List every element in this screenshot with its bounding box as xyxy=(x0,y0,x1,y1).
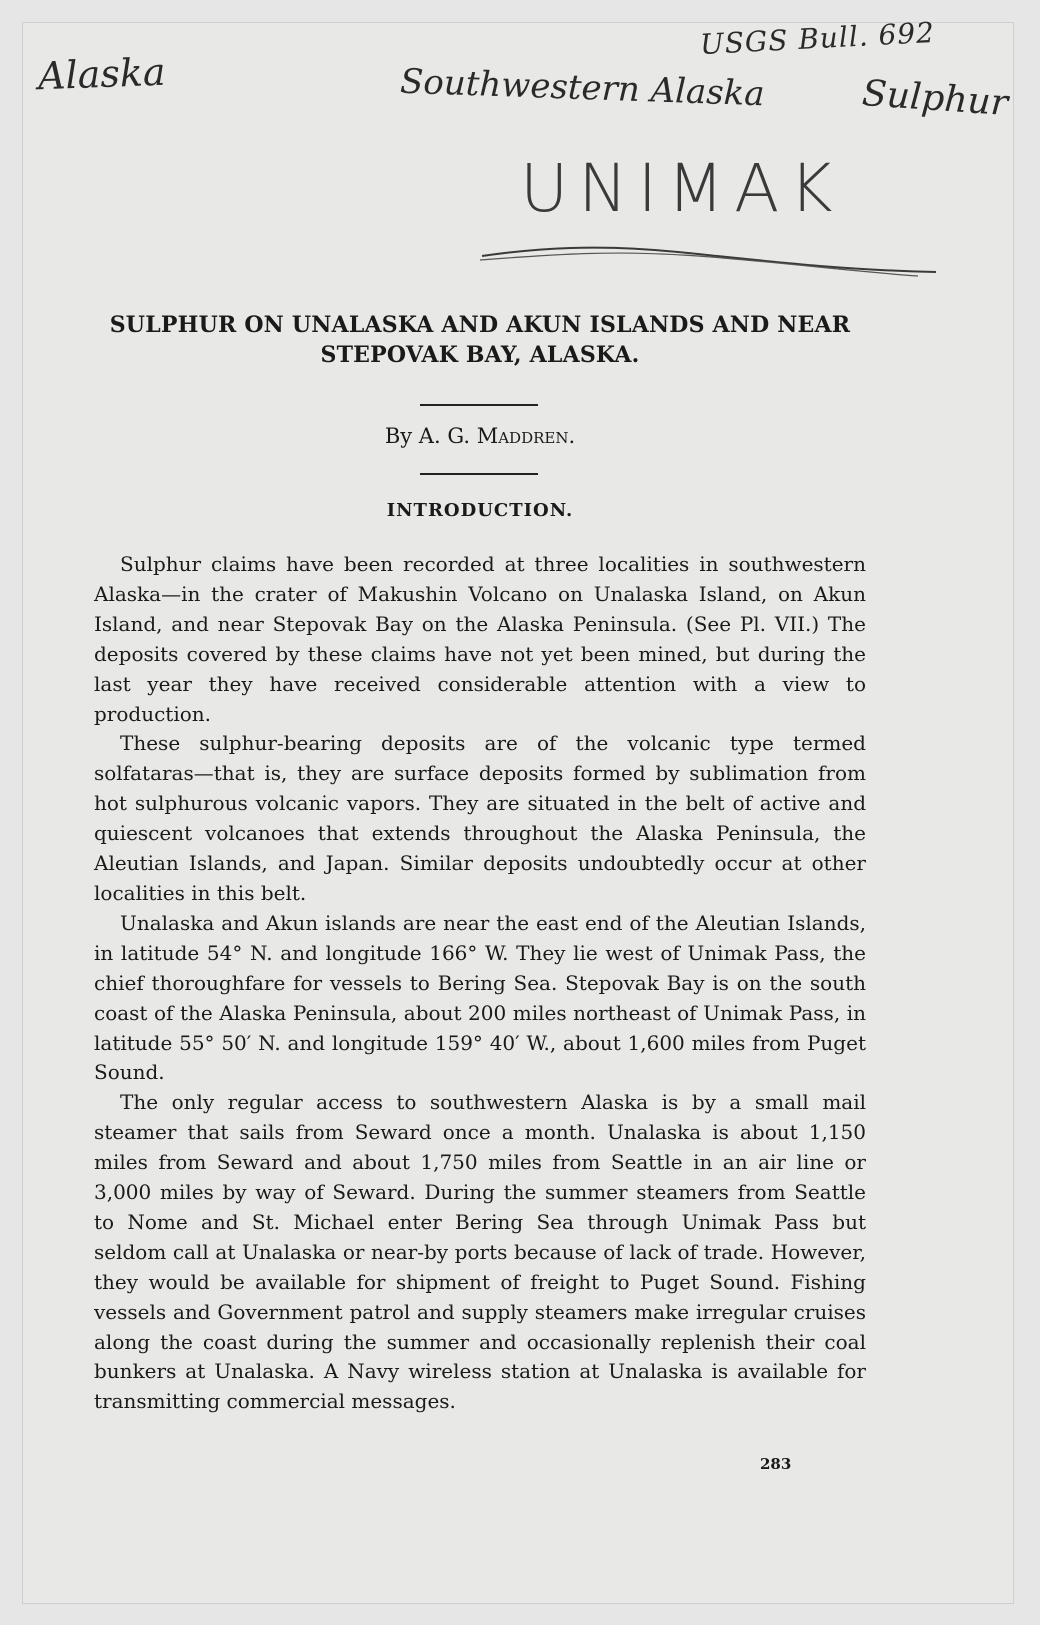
title-line-2: STEPOVAK BAY, ALASKA. xyxy=(320,342,640,368)
body-text xyxy=(94,550,866,1417)
paragraph: Sulphur claims have been recorded at three localities in southwestern Alaska—in the crater of Makushin Volcano on Unalaska Island, on Akun Island, and near Stepovak Bay on the Alaska Peninsula. (See Pl. VII.) The deposits covered by these claims have not yet been mined, but during the last year they have received considerable attention with a view to production. xyxy=(94,552,866,726)
divider-bottom xyxy=(420,473,538,475)
paragraph: These sulphur-bearing deposits are of the volcanic type termed solfataras—that is, they are surface deposits formed by sublimation from hot sulphurous volcanic vapors. They are situated in the belt of active and quiescent volcanoes that extends throughout the Alaska Peninsula, the Aleutian Islands, and Japan. Similar deposits undoubtedly occur at other localities in this belt. xyxy=(94,731,866,905)
byline xyxy=(80,424,880,448)
paragraph: Unalaska and Akun islands are near the east end of the Aleutian Islands, in latitude 54° N. and longitude 166° W. They lie west of Unimak Pass, the chief thoroughfare for vessels to Bering Sea. Stepovak Bay is on the south coast of the Alaska Peninsula, about 200 miles northeast of Unimak Pass, in latitude 55° 50′ N. and longitude 159° 40′ W., about 1,600 miles from Puget Sound. xyxy=(94,910,866,1085)
handwritten-note-region: Southwestern Alaska xyxy=(399,61,766,115)
title-line-1: SULPHUR ON UNALASKA AND AKUN ISLANDS AND NEAR xyxy=(109,312,851,338)
handwritten-note-alaska: Alaska xyxy=(37,49,167,99)
handwritten-note-subject: Sulphur xyxy=(860,72,1010,125)
handwritten-underline xyxy=(478,242,940,282)
page-number: 283 xyxy=(760,1455,792,1473)
divider-top xyxy=(420,404,538,406)
paragraph: The only regular access to southwestern Alaska is by a small mail steamer that sails from Seward once a month. Unalaska is about 1,150 miles from Seward and about 1,750 miles from Seattle in an air line or 3,000 miles by way of Seward. During the summer steamers from Seattle to Nome and St. Michael enter Bering Sea through Unimak Pass but seldom call at Unalaska or near-by ports because of lack of trade. However, they would be available for shipment of freight to Puget Sound. Fishing vessels and Government patrol and supply steamers make irregular cruises along the coast during the summer and occasionally replenish their coal bunkers at Unalaska. A Navy wireless station at Unalaska is available for transmitting commercial messages. xyxy=(94,1090,866,1414)
document-title xyxy=(80,310,880,370)
byline-prefix: By A. G. xyxy=(384,424,471,448)
handwritten-note-reference: USGS Bull. 692 xyxy=(699,15,936,62)
byline-author: Maddren. xyxy=(476,424,576,448)
handwritten-note-place: UNIMAK xyxy=(520,150,843,227)
section-heading: INTRODUCTION. xyxy=(386,500,574,521)
